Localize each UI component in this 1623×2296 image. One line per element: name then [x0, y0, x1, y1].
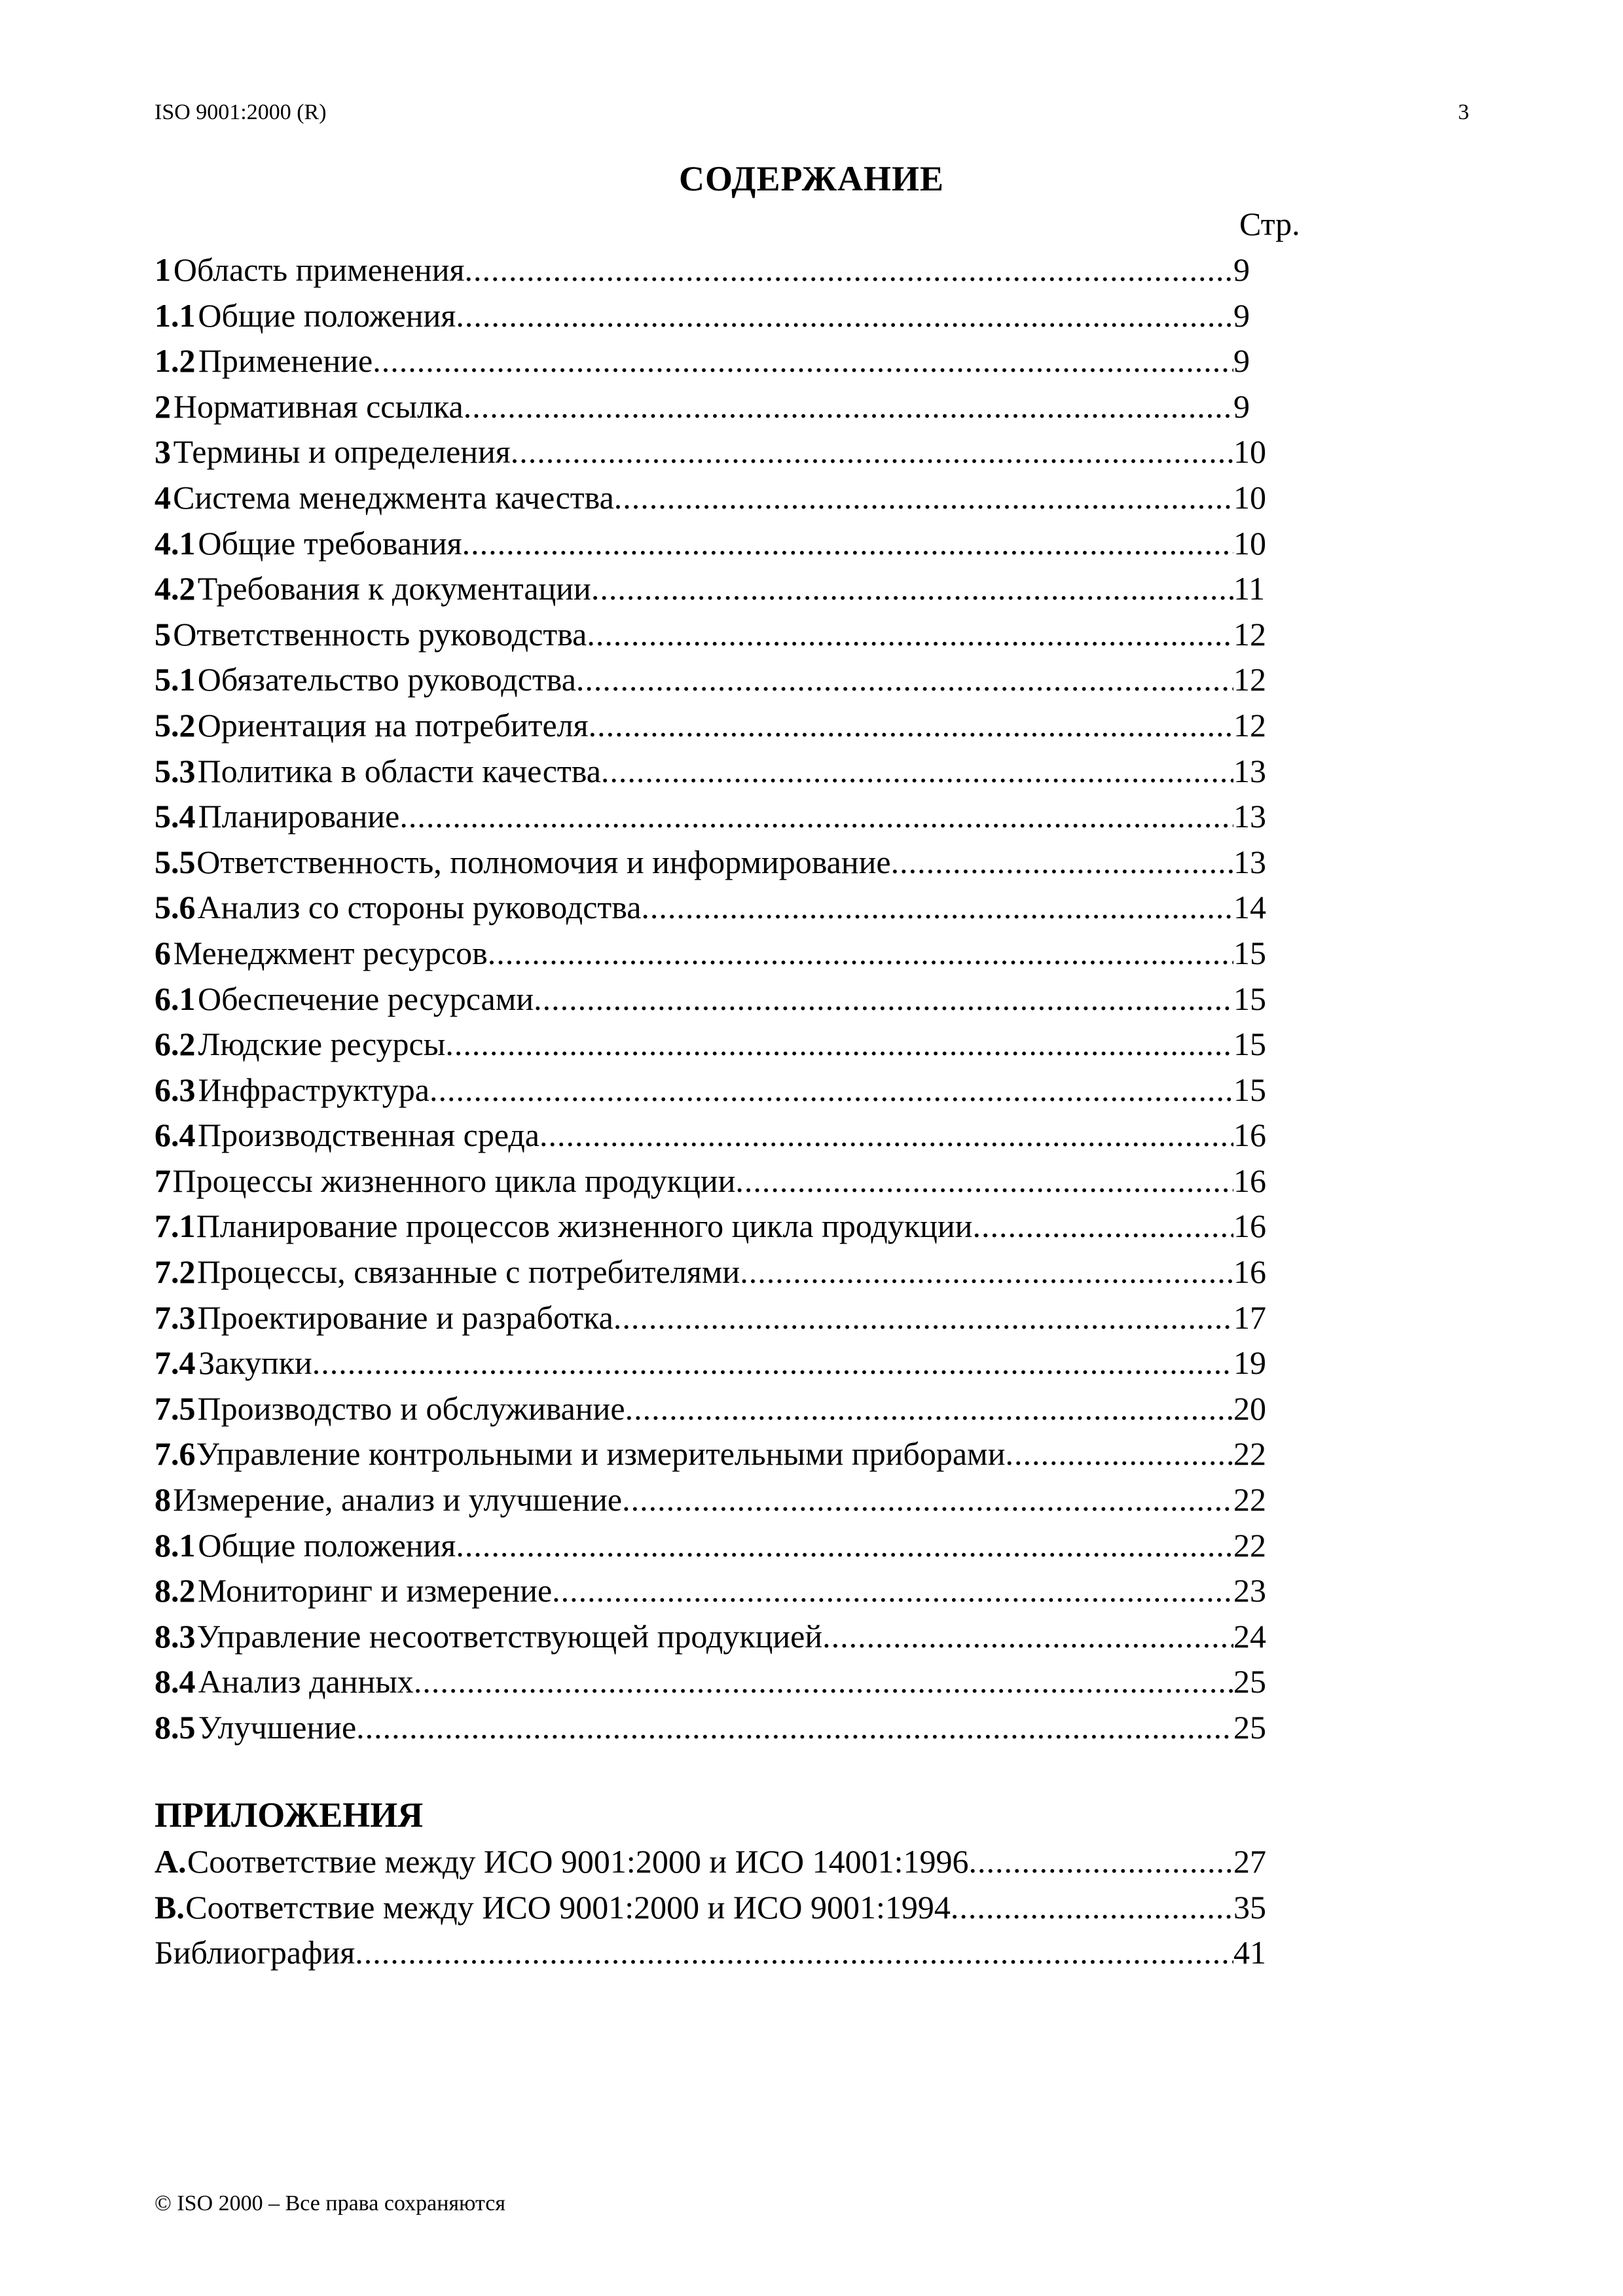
- toc-entry[interactable]: [155, 429, 1275, 475]
- toc-dot-leader: [464, 384, 1233, 430]
- toc-entry-title: Обязательство руководства: [197, 661, 576, 698]
- toc-dot-leader: [355, 1930, 1233, 1976]
- toc-entry-page: 15: [1233, 1071, 1266, 1108]
- toc-dot-leader: [488, 931, 1233, 977]
- toc-dot-leader: [356, 1705, 1233, 1751]
- toc-entry-number: 7.6: [155, 1435, 196, 1473]
- toc-dot-leader: [601, 749, 1233, 795]
- toc-entry-number: 5: [155, 615, 171, 653]
- toc-entry-page: 9: [1233, 251, 1250, 288]
- toc-entry-page: 12: [1233, 615, 1266, 653]
- toc-entry-page: 23: [1233, 1572, 1266, 1609]
- toc-dot-leader: [312, 1340, 1233, 1386]
- toc-entry-title: Планирование: [198, 798, 400, 835]
- toc-entry-number: 7.1: [155, 1208, 196, 1245]
- toc-entry-page: 25: [1233, 1709, 1266, 1746]
- toc-dot-leader: [641, 885, 1233, 931]
- toc-entry[interactable]: [155, 657, 1275, 703]
- toc-entry-page: 15: [1233, 980, 1266, 1017]
- toc-entry[interactable]: [155, 794, 1275, 840]
- toc-dot-leader: [822, 1614, 1233, 1660]
- toc-dot-leader: [591, 566, 1233, 612]
- toc-entry[interactable]: [155, 1386, 1275, 1432]
- toc-entry-title: Процессы жизненного цикла продукции: [172, 1162, 736, 1199]
- toc-entry-title: Система менеджмента качества: [173, 478, 614, 516]
- toc-entry-title: Закупки: [198, 1344, 312, 1382]
- toc-entry[interactable]: [155, 247, 1275, 293]
- toc-entry-number: 4: [155, 478, 171, 516]
- toc-dot-leader: [589, 703, 1233, 749]
- toc-entry-page: 10: [1233, 478, 1266, 516]
- toc-dot-leader: [456, 293, 1233, 339]
- toc-entry-page: 35: [1233, 1888, 1266, 1926]
- toc-entry-title: Соответствие между ИСО 9001:2000 и ИСО 9001:1994: [185, 1888, 951, 1926]
- toc-entry[interactable]: [155, 384, 1275, 430]
- toc-entry[interactable]: [155, 1568, 1275, 1614]
- toc-entry-page: 22: [1233, 1481, 1266, 1518]
- toc-entry[interactable]: [155, 1839, 1275, 1885]
- toc-entry-title: Проектирование и разработка: [197, 1299, 613, 1336]
- toc-entry-page: 12: [1233, 706, 1266, 744]
- toc-entry-page: 19: [1233, 1344, 1266, 1382]
- toc-entry-page: 13: [1233, 843, 1266, 880]
- toc-entry[interactable]: [155, 885, 1275, 931]
- toc-entry-title: Ответственность руководства: [173, 615, 587, 653]
- toc-entry-title: Управление контрольными и измерительными приборами: [196, 1435, 1006, 1473]
- toc-entry-number: 6: [155, 934, 171, 971]
- toc-entry-page: 27: [1233, 1843, 1266, 1880]
- toc-entry-page: 9: [1233, 387, 1250, 425]
- toc-entry-number: 8.5: [155, 1709, 196, 1746]
- toc-dot-leader: [972, 1204, 1233, 1249]
- toc-entry[interactable]: [155, 1295, 1275, 1341]
- toc-dot-leader: [740, 1249, 1233, 1295]
- toc-entry-page: 16: [1233, 1162, 1266, 1199]
- toc-entry-number: 3: [155, 433, 171, 471]
- toc-entry[interactable]: [155, 338, 1275, 384]
- toc-entry[interactable]: [155, 1885, 1275, 1931]
- toc-entry-title: Общие положения: [198, 296, 456, 334]
- toc-entry[interactable]: [155, 1067, 1275, 1113]
- toc-entry[interactable]: [155, 749, 1275, 795]
- toc-entry-title: Менеджмент ресурсов: [173, 934, 488, 971]
- toc-entry[interactable]: [155, 1659, 1275, 1705]
- toc-entry-title: Производство и обслуживание: [197, 1390, 625, 1427]
- toc-entry-page: 20: [1233, 1390, 1266, 1427]
- toc-entry-number: 5.3: [155, 752, 196, 789]
- toc-dot-leader: [462, 521, 1233, 567]
- toc-entry-number: 7.5: [155, 1390, 196, 1427]
- page-column-label: Стр.: [1239, 206, 1300, 242]
- toc-entry[interactable]: [155, 977, 1275, 1022]
- toc-entry-page: 15: [1233, 934, 1266, 971]
- toc-entry-title: Анализ данных: [198, 1663, 414, 1700]
- toc-entry[interactable]: [155, 1431, 1275, 1477]
- toc-entry-title: Планирование процессов жизненного цикла продукции: [196, 1208, 973, 1245]
- page-title: СОДЕРЖАНИЕ: [679, 159, 944, 198]
- toc-dot-leader: [576, 657, 1233, 703]
- toc-entry-page: 16: [1233, 1208, 1266, 1245]
- toc-entry-number: 1: [155, 251, 171, 288]
- toc-entry-page: 16: [1233, 1253, 1266, 1291]
- toc-entry-number: 8: [155, 1481, 171, 1518]
- toc-entry-page: 15: [1233, 1026, 1266, 1063]
- toc-entry-page: 16: [1233, 1117, 1266, 1154]
- toc-entry-title: Термины и определения: [173, 433, 511, 471]
- toc-dot-leader: [414, 1659, 1233, 1705]
- toc-entry-page: 10: [1233, 433, 1266, 471]
- toc-dot-leader: [735, 1158, 1233, 1204]
- toc-dot-leader: [534, 977, 1233, 1022]
- toc-entry[interactable]: [155, 1614, 1275, 1660]
- toc-entry[interactable]: [155, 293, 1275, 339]
- table-of-contents: [155, 247, 1275, 1751]
- toc-entry-number: 4.2: [155, 570, 196, 607]
- toc-entry-number: 6.3: [155, 1071, 196, 1108]
- toc-entry[interactable]: [155, 1022, 1275, 1067]
- toc-entry-title: Производственная среда: [197, 1117, 539, 1154]
- toc-entry-page: 25: [1233, 1663, 1266, 1700]
- toc-entry-number: 6.2: [155, 1026, 196, 1063]
- toc-entry-title: Анализ со стороны руководства: [197, 889, 642, 926]
- toc-entry[interactable]: [155, 1204, 1275, 1249]
- toc-entry-number: 7.2: [155, 1253, 196, 1291]
- toc-dot-leader: [445, 1022, 1233, 1067]
- toc-entry-page: 17: [1233, 1299, 1266, 1336]
- toc-entry[interactable]: [155, 521, 1275, 567]
- toc-entry[interactable]: [155, 475, 1275, 521]
- toc-entry[interactable]: [155, 566, 1275, 612]
- toc-entry-number: 7.3: [155, 1299, 196, 1336]
- toc-dot-leader: [429, 1067, 1233, 1113]
- toc-entry-page: 13: [1233, 798, 1266, 835]
- toc-entry-title: Соответствие между ИСО 9001:2000 и ИСО 14001:1996: [187, 1843, 969, 1880]
- toc-dot-leader: [539, 1113, 1233, 1158]
- appendix-list: [155, 1839, 1275, 1976]
- toc-entry-title: Политика в области качества: [197, 752, 601, 789]
- toc-dot-leader: [969, 1839, 1233, 1885]
- toc-dot-leader: [464, 247, 1233, 293]
- toc-entry-number: 8.3: [155, 1617, 196, 1655]
- toc-entry-title: Нормативная ссылка: [173, 387, 464, 425]
- copyright-footer: © ISO 2000 – Все права сохраняются: [155, 2191, 505, 2215]
- toc-entry-page: 22: [1233, 1526, 1266, 1564]
- toc-entry-number: 5.6: [155, 889, 196, 926]
- toc-entry[interactable]: [155, 1249, 1275, 1295]
- toc-entry[interactable]: [155, 840, 1275, 886]
- toc-entry-number: 1.2: [155, 342, 196, 380]
- toc-entry[interactable]: [155, 1158, 1275, 1204]
- toc-entry-number: 2: [155, 387, 171, 425]
- toc-dot-leader: [622, 1477, 1233, 1523]
- toc-dot-leader: [1005, 1431, 1233, 1477]
- toc-entry-title: Измерение, анализ и улучшение: [173, 1481, 623, 1518]
- toc-entry-page: 9: [1233, 342, 1250, 380]
- toc-dot-leader: [614, 475, 1233, 521]
- toc-entry-number: 1.1: [155, 296, 196, 334]
- toc-dot-leader: [373, 338, 1233, 384]
- toc-entry[interactable]: [155, 1523, 1275, 1569]
- toc-dot-leader: [951, 1885, 1233, 1931]
- toc-entry-page: 24: [1233, 1617, 1266, 1655]
- document-id: ISO 9001:2000 (R): [155, 100, 327, 124]
- toc-entry-number: 4.1: [155, 524, 196, 562]
- toc-entry-number: 8.2: [155, 1572, 196, 1609]
- toc-dot-leader: [552, 1568, 1233, 1614]
- toc-entry-page: 41: [1233, 1934, 1266, 1971]
- toc-entry-title: Применение: [198, 342, 373, 380]
- toc-dot-leader: [511, 429, 1233, 475]
- toc-entry[interactable]: [155, 1340, 1275, 1386]
- toc-entry-number: 5.2: [155, 706, 196, 744]
- toc-entry-page: 13: [1233, 752, 1266, 789]
- toc-dot-leader: [587, 612, 1233, 658]
- appendix-heading: ПРИЛОЖЕНИЯ: [155, 1795, 424, 1835]
- toc-entry-number: 8.4: [155, 1663, 196, 1700]
- toc-entry-title: Ответственность, полномочия и информирование: [196, 843, 891, 880]
- toc-entry-number: A.: [155, 1843, 187, 1880]
- toc-entry-number: 6.1: [155, 980, 196, 1017]
- toc-entry-title: Мониторинг и измерение: [197, 1572, 553, 1609]
- toc-entry-number: 8.1: [155, 1526, 196, 1564]
- toc-entry-number: 5.1: [155, 661, 196, 698]
- toc-entry-title: Обеспечение ресурсами: [198, 980, 534, 1017]
- toc-entry-title: Область применения: [173, 251, 465, 288]
- toc-entry-page: 14: [1233, 889, 1266, 926]
- toc-entry-number: 6.4: [155, 1117, 196, 1154]
- toc-entry-number: 7: [155, 1162, 171, 1199]
- toc-entry-title: Общие требования: [198, 524, 462, 562]
- toc-dot-leader: [613, 1295, 1233, 1341]
- toc-entry[interactable]: [155, 1477, 1275, 1523]
- page-number: 3: [1458, 100, 1469, 124]
- toc-entry-number: 7.4: [155, 1344, 196, 1382]
- toc-dot-leader: [891, 840, 1233, 886]
- toc-entry-title: Инфраструктура: [198, 1071, 429, 1108]
- toc-entry-title: Общие положения: [198, 1526, 456, 1564]
- toc-entry-number: 5.5: [155, 843, 196, 880]
- toc-entry-page: 22: [1233, 1435, 1266, 1473]
- toc-entry-number: 5.4: [155, 798, 196, 835]
- toc-entry-page: 11: [1233, 570, 1266, 607]
- toc-entry-title: Ориентация на потребителя: [197, 706, 589, 744]
- toc-entry-title: Улучшение: [198, 1709, 357, 1746]
- toc-entry[interactable]: [155, 1930, 1275, 1976]
- toc-entry[interactable]: [155, 1705, 1275, 1751]
- toc-entry[interactable]: [155, 1113, 1275, 1158]
- toc-dot-leader: [625, 1386, 1233, 1432]
- toc-entry-page: 12: [1233, 661, 1266, 698]
- toc-entry-number: B.: [155, 1888, 185, 1926]
- toc-entry[interactable]: [155, 931, 1275, 977]
- toc-entry-page: 9: [1233, 296, 1250, 334]
- toc-entry-title: Библиография: [155, 1934, 356, 1971]
- toc-entry[interactable]: [155, 703, 1275, 749]
- toc-entry-page: 10: [1233, 524, 1266, 562]
- toc-entry-title: Управление несоответствующей продукцией: [196, 1617, 823, 1655]
- toc-entry-title: Требования к документации: [197, 570, 591, 607]
- toc-dot-leader: [456, 1523, 1233, 1569]
- toc-entry-title: Людские ресурсы: [198, 1026, 446, 1063]
- toc-entry[interactable]: [155, 612, 1275, 658]
- toc-dot-leader: [399, 794, 1233, 840]
- toc-entry-title: Процессы, связанные с потребителями: [196, 1253, 740, 1291]
